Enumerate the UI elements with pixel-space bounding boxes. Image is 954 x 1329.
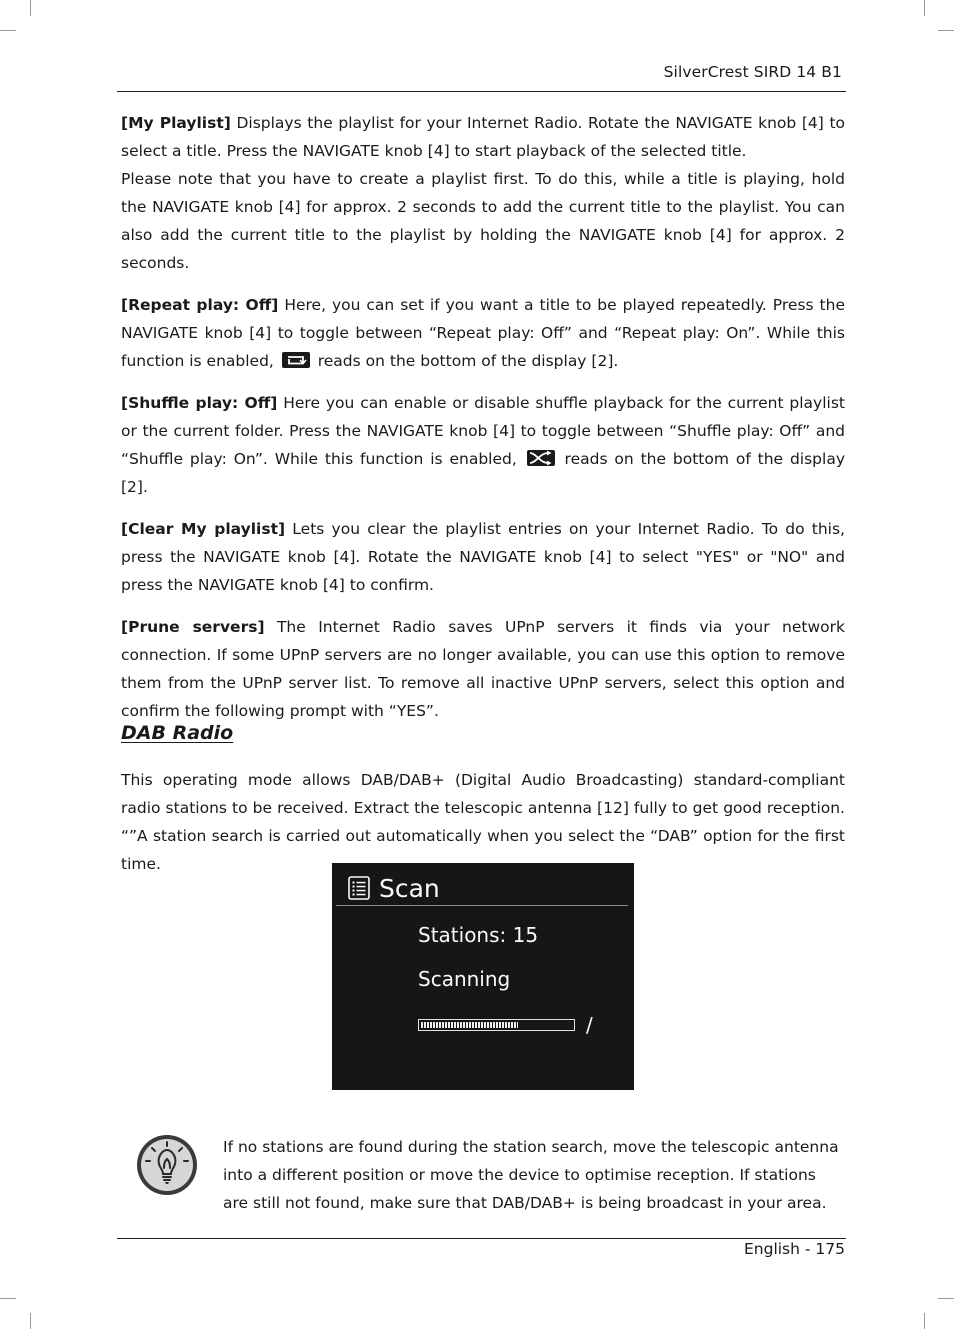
term-prune-servers: [Prune servers]: [121, 618, 265, 636]
crop-mark: [938, 30, 954, 31]
description-text: reads on the bottom of the display [2].: [121, 450, 845, 496]
description-text: Here you can enable or disable shuffle playback for the current playlist or the current folder. Press the NAVIGATE knob [4] to toggle between “Shuffle play: Off” and “Shuffle play: On”. While this function is enabled,: [121, 394, 845, 468]
radio-display: [332, 863, 634, 1090]
description-text: reads on the bottom of the display [2].: [312, 352, 619, 370]
description-text: Lets you clear the playlist entries on your Internet Radio. To do this, press the NAVIGATE knob [4]. Rotate the NAVIGATE knob [4] to select "YES" or "NO" and press the NAVIGATE knob [4] to confirm.: [121, 520, 845, 594]
term-shuffle-play: [Shuffle play: Off]: [121, 394, 278, 412]
footer-language: English: [743, 1240, 800, 1258]
display-title: Scan: [379, 873, 440, 903]
display-title-row: [348, 873, 440, 903]
station-count: Stations: 15: [418, 923, 539, 947]
menu-item-my-playlist: [121, 109, 845, 277]
crop-mark: [30, 0, 31, 16]
list-icon: [348, 876, 370, 900]
menu-item-clear-playlist: [121, 515, 845, 599]
footer-rule: [117, 1238, 846, 1239]
term-clear-playlist: [Clear My playlist]: [121, 520, 286, 538]
scan-status: Scanning: [418, 967, 511, 991]
description-text: Displays the playlist for your Internet Radio. Rotate the NAVIGATE knob [4] to select a title. Press the NAVIGATE knob [4] to start playback of the selected title.: [121, 114, 846, 160]
footer-separator: -: [799, 1240, 816, 1258]
crop-mark: [0, 30, 16, 31]
scan-progress-fill: [421, 1022, 518, 1028]
page-number: 175: [815, 1240, 845, 1258]
term-repeat-play: [Repeat play: Off]: [121, 296, 279, 314]
menu-item-prune-servers: [121, 613, 845, 725]
section-title: DAB Radio: [121, 722, 234, 744]
term-my-playlist: [My Playlist]: [121, 114, 231, 132]
section-intro: This operating mode allows DAB/DAB+ (Digital Audio Broadcasting) standard-compliant radio stations to be received. Extract the telescopic antenna [12] fully to get good reception. “”A station search is carried out automatically when you select the “DAB” option for the first time.: [121, 771, 845, 873]
crop-mark: [924, 0, 925, 16]
playlist-note: Please note that you have to create a playlist first. To do this, while a title is playing, hold the NAVIGATE knob [4] for approx. 2 seconds to add the current title to the playlist. You can also add the current title to the playlist by holding the NAVIGATE knob [4] for approx. 2 seconds.: [121, 170, 845, 272]
menu-descriptions: [121, 109, 845, 739]
shuffle-icon: [526, 449, 556, 467]
menu-item-shuffle-play: [121, 389, 845, 501]
page-footer: [744, 1240, 845, 1258]
busy-spinner: /: [586, 1013, 593, 1037]
crop-mark: [938, 1298, 954, 1299]
crop-mark: [0, 1298, 16, 1299]
lightbulb-icon: [136, 1134, 198, 1196]
crop-mark: [924, 1313, 925, 1329]
description-text: Here, you can set if you want a title to be played repeatedly. Press the NAVIGATE knob [4] to toggle between “Repeat play: Off” and “Repeat play: On”. While this function is enabled,: [121, 296, 845, 370]
crop-mark: [30, 1313, 31, 1329]
repeat-icon: [281, 351, 311, 369]
scan-progress-bar: [418, 1019, 575, 1031]
running-header: SilverCrest SIRD 14 B1: [663, 63, 842, 81]
display-divider: [336, 905, 628, 906]
tip-text: If no stations are found during the station search, move the telescopic antenna into a different position or move the device to optimise reception. If stations are still not found, make sure that DAB/DAB+ is being broadcast in your area.: [223, 1138, 839, 1212]
description-text: The Internet Radio saves UPnP servers it finds via your network connection. If some UPnP servers are no longer available, you can use this option to remove them from the UPnP server list. To remove all inactive UPnP servers, select this option and confirm the following prompt with “YES”.: [121, 618, 845, 720]
menu-item-repeat-play: [121, 291, 845, 375]
header-rule: [117, 91, 846, 92]
